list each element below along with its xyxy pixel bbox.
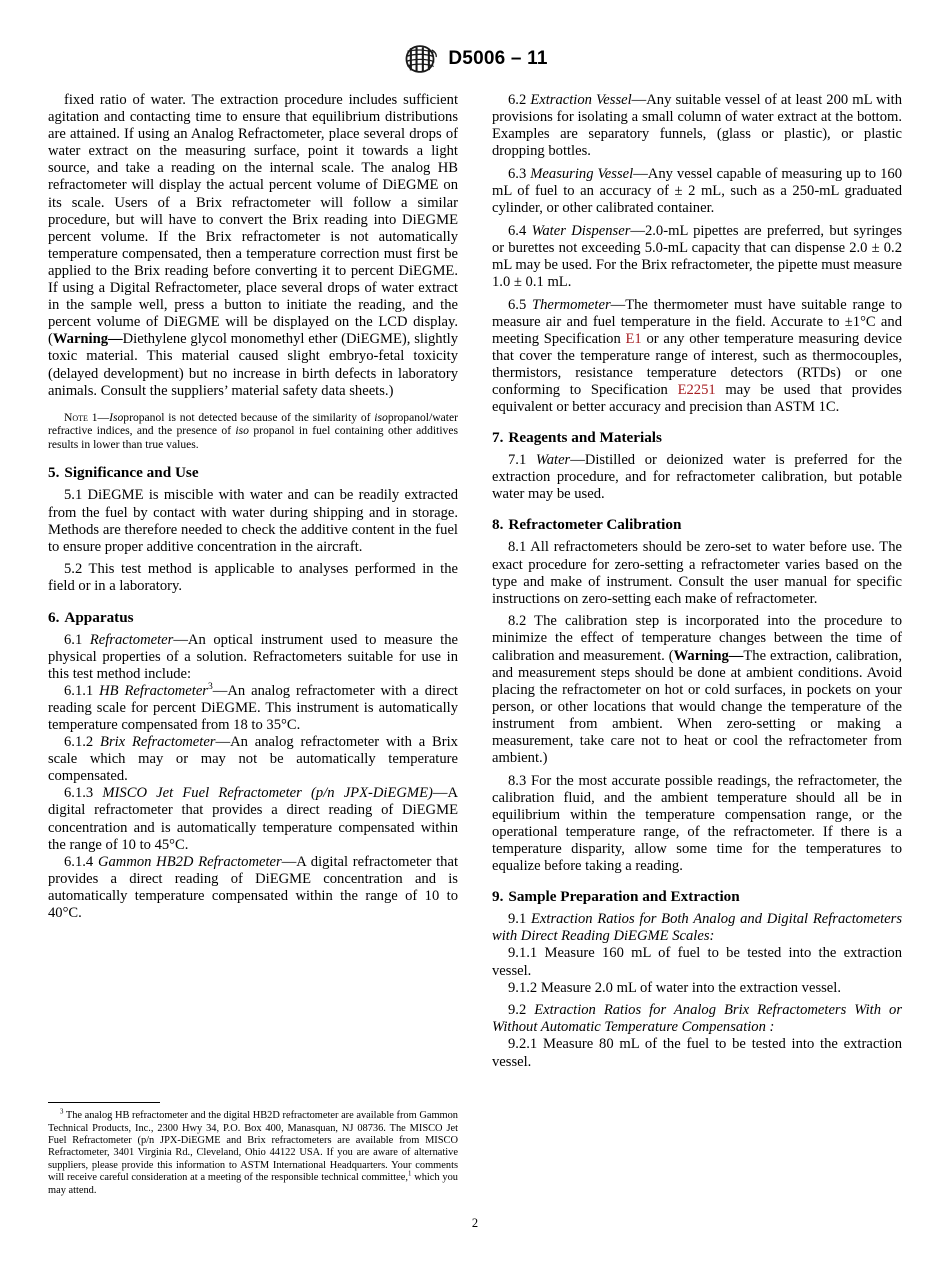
spec-link-e1[interactable]: E1: [625, 330, 642, 347]
section-heading-6: [48, 609, 458, 627]
note-label: Note: [64, 410, 88, 424]
section-title-8: Refractometer Calibration: [508, 516, 682, 534]
paragraph-6-1-2-text: —An analog refractometer with a Brix scale which may or may not be automatically temperature compensated.: [48, 734, 458, 785]
paragraph-continued-text: fixed ratio of water. The extraction procedure includes sufficient agitation and contacting time to ensure that equilibrium distributions are attained. If using an Analog Refractometer, place several drops of water extract on the measuring surface, point it towards a light source, and take a reading on the internal scale. The analog HB refractometer will display the actual percent volume of DiEGME on its scale. Users of a Brix refractometer will follow a similar procedure, but will have to convert the Brix reading into DiEGME percent volume. If the Brix refractometer is not automatically temperature compensated, then a temperature correction must first be applied to the Brix reading before converting it to percent DiEGME. If using a Digital Refractometer, place several drops of water extract in the sample well, press a button to initiate the reading, and the percent volume of DiEGME will be displayed on the LCD display. (: [48, 92, 458, 348]
paragraph-6-1-3: [48, 785, 458, 853]
paragraph-6-3-term: Measuring Vessel: [530, 165, 634, 182]
paragraph-6-5-text-1: —The thermometer must have suitable range to measure air and fuel temperature in the field. Accurate to ±1°C and meeting Specification: [492, 296, 902, 347]
paragraph-7-1-number: 7.1: [508, 452, 536, 469]
note-text-after-lead: propanol is not detected because of the similarity of: [123, 410, 375, 424]
paragraph-5-2: 5.2 This test method is applicable to analyses performed in the field or in a laboratory.: [48, 561, 458, 595]
section-number-8: 8.: [492, 516, 504, 534]
section-heading-7: [492, 429, 902, 447]
two-column-body: [48, 92, 902, 1197]
footnote-3-text-part1: The analog HB refractometer and the digital HB2D refractometer are available from Gammon Technical Products, Inc., 2300 Hwy 34, P.O. Box 400, Manasquan, NJ 08736. The MISCO Jet Fuel Refractometer (p/n JPX-DiEGME and Brix refractometers are available from MISCO Refractometer, 3401 Virginia Rd., Cleveland, Ohio 44122 USA. If you are aware of alternative suppliers, please provide this information to ASTM International Headquarters. Your comments will receive careful consideration at a meeting of the responsible technical committee,: [48, 1110, 458, 1184]
section-heading-5: [48, 464, 458, 482]
footnote-inner-marker-1: 1: [407, 1170, 412, 1178]
paragraph-6-4: [492, 223, 902, 291]
paragraph-6-3-number: 6.3: [508, 165, 531, 182]
paragraph-6-1-4-text: —A digital refractometer that provides a direct reading of DiEGME concentration and is automatically temperature compensated within the range of 10 to 40°C.: [48, 853, 459, 922]
paragraph-6-2-text: —Any suitable vessel of at least 200 mL with provisions for isolating a small column of water extract at the bottom. Examples are separatory funnels, (glass or plastic), or plastic dropping bottles.: [492, 92, 902, 160]
column-spacer: [48, 922, 458, 1094]
paragraph-8-2: [492, 613, 902, 767]
paragraph-6-1-1-text: —An analog refractometer with a direct reading scale for percent DiEGME. This instrument is automatically temperature compensated from 18 to 35°C.: [48, 682, 458, 733]
paragraph-9-2: [492, 1002, 902, 1036]
section-title-6: Apparatus: [64, 608, 134, 626]
paragraph-7-1-text: —Distilled or deionized water is preferred for the extraction procedure, and for refractometer calibration, but potable water may be used.: [492, 452, 902, 503]
paragraph-7-1: [492, 452, 902, 503]
note-italic-lead: Iso: [109, 410, 124, 424]
paragraph-6-5-term: Thermometer: [531, 296, 611, 313]
paragraph-9-1-1: 9.1.1 Measure 160 mL of fuel to be tested into the extraction vessel.: [492, 945, 902, 979]
note-italic-mid: iso: [374, 410, 388, 424]
paragraph-9-1: [492, 911, 902, 945]
warning-label: Warning—: [52, 331, 123, 348]
paragraph-6-1-2-number: 6.1.2: [64, 734, 101, 751]
note-1: [48, 411, 458, 452]
footnote-separator-rule: [48, 1102, 160, 1103]
paragraph-9-2-1: 9.2.1 Measure 80 mL of the fuel to be tested into the extraction vessel.: [492, 1036, 902, 1070]
paragraph-6-3: [492, 166, 902, 217]
paragraph-6-1-2-term: Brix Refractometer: [100, 734, 216, 751]
astm-logo-icon: [402, 44, 438, 74]
left-column: [48, 92, 458, 1197]
paragraph-6-1-4: [48, 854, 458, 922]
section-heading-8: [492, 516, 902, 534]
paragraph-6-3-text: —Any vessel capable of measuring up to 160 mL of fuel to an accuracy of ± 2 mL, such as a 250-mL graduated cylinder, or other calibrated container.: [492, 165, 902, 217]
paragraph-6-1-3-term: MISCO Jet Fuel Refractometer (p/n JPX-DiEGME): [102, 785, 433, 802]
paragraph-9-1-2: 9.1.2 Measure 2.0 mL of water into the extraction vessel.: [508, 979, 841, 996]
spec-link-e2251[interactable]: E2251: [677, 382, 716, 398]
footnote-block: [48, 1102, 458, 1197]
paragraph-6-1-number: 6.1: [64, 631, 90, 648]
section-number-7: 7.: [492, 429, 504, 447]
paragraph-6-4-number: 6.4: [508, 222, 532, 239]
section-title-5: Significance and Use: [64, 464, 199, 482]
paragraph-6-5-number: 6.5: [508, 296, 532, 313]
paragraph-6-5-text-2: or any other temperature measuring device that cover the temperature range of interest, such as thermocouples, thermistors, resistance temperature detectors (RTDs) or one conforming to Specification: [492, 330, 902, 398]
paragraph-6-1: [48, 632, 458, 683]
paragraph-8-2-lead: 8.2 The calibration step is incorporated into the procedure to minimize the effect of temperature changes between the time of calibration and measurement. (: [492, 613, 902, 664]
paragraph-6-4-term: Water Dispenser: [531, 222, 631, 239]
section-number-6: 6.: [48, 608, 60, 626]
paragraph-continued: [48, 92, 458, 400]
note-number: 1—: [87, 410, 110, 424]
page-number: 2: [471, 1216, 479, 1230]
footnote-3-text-part2: which you may attend.: [48, 1172, 458, 1196]
paragraph-9-2-term: Extraction Ratios for Analog Brix Refractometers With or Without Automatic Temperature Compensation :: [492, 1002, 902, 1036]
paragraph-6-1-4-term: Gammon HB2D Refractometer: [97, 853, 282, 870]
paragraph-6-2-term: Extraction Vessel: [530, 92, 632, 108]
warning-label-8-2: Warning—: [673, 647, 744, 664]
paragraph-6-1-term: Refractometer: [89, 631, 174, 648]
paragraph-6-5: [492, 297, 902, 417]
paragraph-8-1: 8.1 All refractometers should be zero-set to water before use. The exact procedure for zero-setting a refractometer varies based on the type and make of instrument. Consult the user manual for specific instructions on zero-setting each make of refractometer.: [492, 539, 902, 607]
paragraph-8-2-after-warning: The extraction, calibration, and measurement steps should be done at ambient conditions. Avoid placing the refractometer on hot or cold surfaces, in pockets on your person, or other locations that would change the temperature of the instrument from ambient. When zero-setting or making a measurement, take care not to heat or cool the refractometer from ambient.): [492, 647, 902, 767]
page-header: [0, 44, 950, 74]
section-number-5: 5.: [48, 464, 60, 482]
footnote-3: [48, 1110, 458, 1197]
paragraph-6-4-text: —2.0-mL pipettes are preferred, but syringes or burettes not exceeding 5.0-mL capacity that can dispense 2.0 ± 0.2 mL may be used. For the Brix refractometer, the pipette must measure 1.0 ± 0.1 mL.: [492, 222, 902, 290]
paragraph-5-1: 5.1 DiEGME is miscible with water and can be readily extracted from the fuel by contact with water during shipping and in storage. Methods are therefore needed to check the additive content in the fuel to ensure proper additive concentration in the aircraft.: [48, 487, 458, 555]
paragraph-6-1-4-number: 6.1.4: [64, 853, 98, 870]
paragraph-6-1-1-number: 6.1.1: [64, 682, 100, 699]
paragraph-6-1-3-number: 6.1.3: [64, 785, 103, 802]
section-title-7: Reagents and Materials: [508, 429, 662, 447]
paragraph-6-1-3-text: —A digital refractometer that provides a direct reading of DiEGME concentration and is automatically temperature compensated within the range of 10 to 45°C.: [48, 785, 458, 853]
paragraph-8-3: 8.3 For the most accurate possible readings, the refractometer, the calibration fluid, and the ambient temperature should all be in equilibrium within the temperature compensation range, or the operational temperature range, of the refractometer. If there is a temperature disparity, allow some time for the temperatures to equalize before taking a reading.: [492, 772, 902, 875]
paragraph-6-5-text-3: may be used that provides equivalent or better accuracy and precision than ASTM 1C.: [492, 382, 902, 416]
paragraph-9-2-number: 9.2: [508, 1002, 535, 1019]
paragraph-6-2-number: 6.2: [508, 92, 531, 108]
paragraph-6-2: [492, 92, 902, 160]
paragraph-6-1-1: [48, 680, 458, 734]
footnote-ref-3: 3: [207, 680, 213, 692]
paragraph-6-1-text: —An optical instrument used to measure the physical properties of a solution. Refractometers suitable for use in this test method include:: [48, 631, 458, 682]
note-text-end: propanol in fuel containing other additives results in lower than true values.: [48, 424, 458, 451]
section-heading-9: [492, 888, 902, 906]
document-designation: D5006 – 11: [448, 48, 548, 69]
paragraph-continued-after-warning: Diethylene glycol monomethyl ether (DiEGME), slightly toxic material. This material caused slight embryo-fetal toxicity (delayed development) but no increase in birth defects in laboratory animals. Consult the suppliers’ material safety data sheets.): [48, 331, 458, 399]
section-title-9: Sample Preparation and Extraction: [508, 888, 740, 906]
paragraph-6-1-1-term: HB Refractometer: [99, 682, 208, 699]
paragraph-9-1-number: 9.1: [508, 911, 531, 928]
note-text-mid: propanol/water refractive indices, and the presence of: [48, 410, 458, 438]
footnote-marker-3: 3: [60, 1108, 64, 1116]
paragraph-7-1-term: Water: [535, 452, 571, 469]
section-number-9: 9.: [492, 888, 504, 906]
paragraph-9-1-term: Extraction Ratios for Both Analog and Digital Refractometers with Direct Reading DiEGME Scales:: [492, 911, 903, 945]
note-italic-mid2: iso: [235, 424, 249, 438]
right-column: [492, 92, 902, 1197]
paragraph-6-1-2: [48, 734, 458, 785]
